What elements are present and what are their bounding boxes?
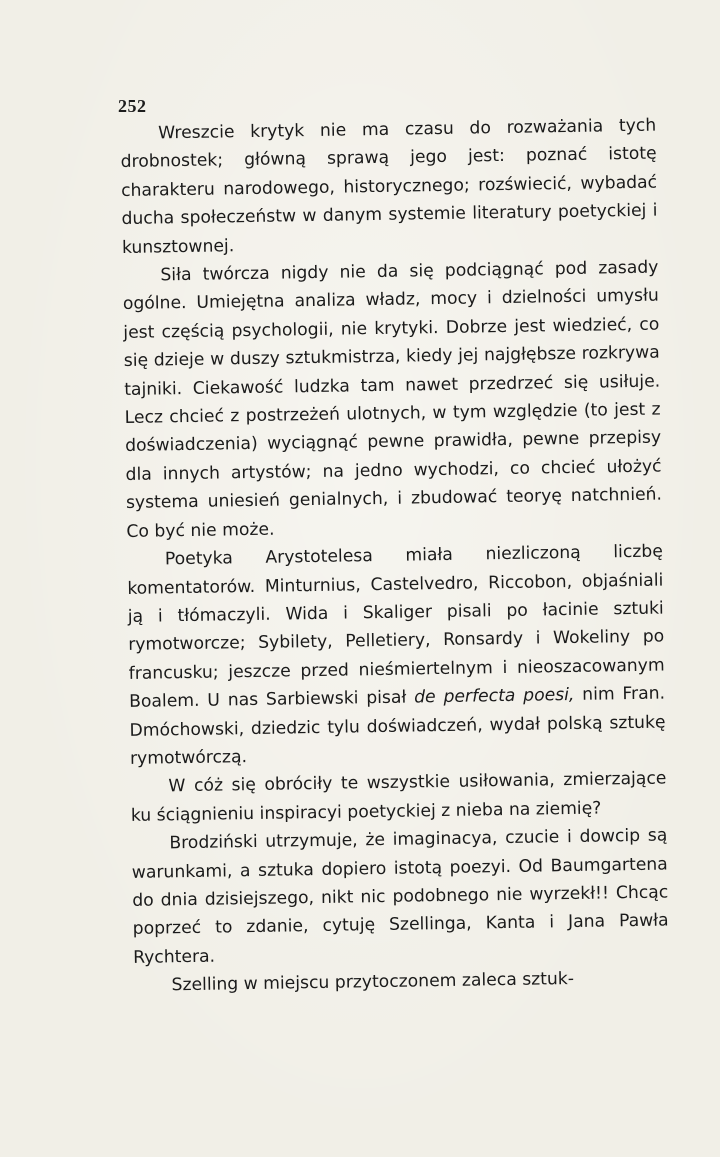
paragraph-4: W cóż się obróciły te wszystkie usiłowania, zmierzające ku ściągnieniu inspiracyi poetyckiej z nieba na ziemię?	[130, 768, 667, 826]
paragraph-1: Wreszcie krytyk nie ma czasu do rozważania tych drobnostek; główną sprawą jego jest: poznać istotę charakteru narodowego, historycznego; rozświecić, wybadać ducha społeczeństw w danym systemie literatury poetyckiej i kunsztownej.	[120, 115, 658, 258]
latin-title-italic: de perfecta poesi,	[414, 685, 575, 708]
paragraph-6: Szelling w miejscu przytoczonem zaleca sztuk-	[171, 969, 575, 996]
page-number: 252	[118, 96, 147, 116]
body-text	[120, 112, 670, 1001]
paragraph-3-text-after: nim Fran. Dmóchowski, dziedzic tylu doświadczeń, wydał polską sztukę rymotwórczą.	[129, 683, 666, 769]
paragraph-5: Brodziński utrzymuje, że imaginacya, czucie i dowcip są warunkami, a sztuka dopiero istotą poezyi. Od Baumgartena do dnia dzisiejszego, nikt nic podobnego nie wyrzekł!! Chcąc poprzeć to zdanie, cytuję Szellinga, Kanta i Jana Pawła Rychtera.	[131, 825, 669, 968]
paragraph-2: Siła twórcza nigdy nie da się podciągnąć pod zasady ogólne. Umiejętna analiza władz, mocy i dzielności umysłu jest częścią psychologii, nie krytyki. Dobrze jest wiedzieć, co się dzieje w duszy sztukmistrza, kiedy jej najgłębsze rozkrywa tajniki. Ciekawość ludzka tam nawet przedrzeć się usiłuje. Lecz chcieć z postrzeżeń ulotnych, w tym względzie (to jest z doświadczenia) wyciągnąć pewne prawidła, pewne przepisy dla innych artystów; na jedno wychodzi, co chcieć ułożyć systema uniesień genialnych, i zbudować teoryę natchnień. Co być nie może.	[122, 257, 663, 542]
paragraph-3	[127, 538, 667, 774]
paragraph-3-text-before: Poetyka Arystotelesa miała niezliczoną liczbę komentatorów. Minturnius, Castelvedro, Riccobon, objaśniali ją i tłómaczyli. Wida i Skaliger pisali po łacinie sztuki rymotworcze; Sybilety, Pelletiery, Ronsardy i Wokeliny po francusku; jeszcze przed nieśmiertelnym i nieoszacowanym Boalem. U nas Sarbiewski pisał	[127, 541, 665, 713]
